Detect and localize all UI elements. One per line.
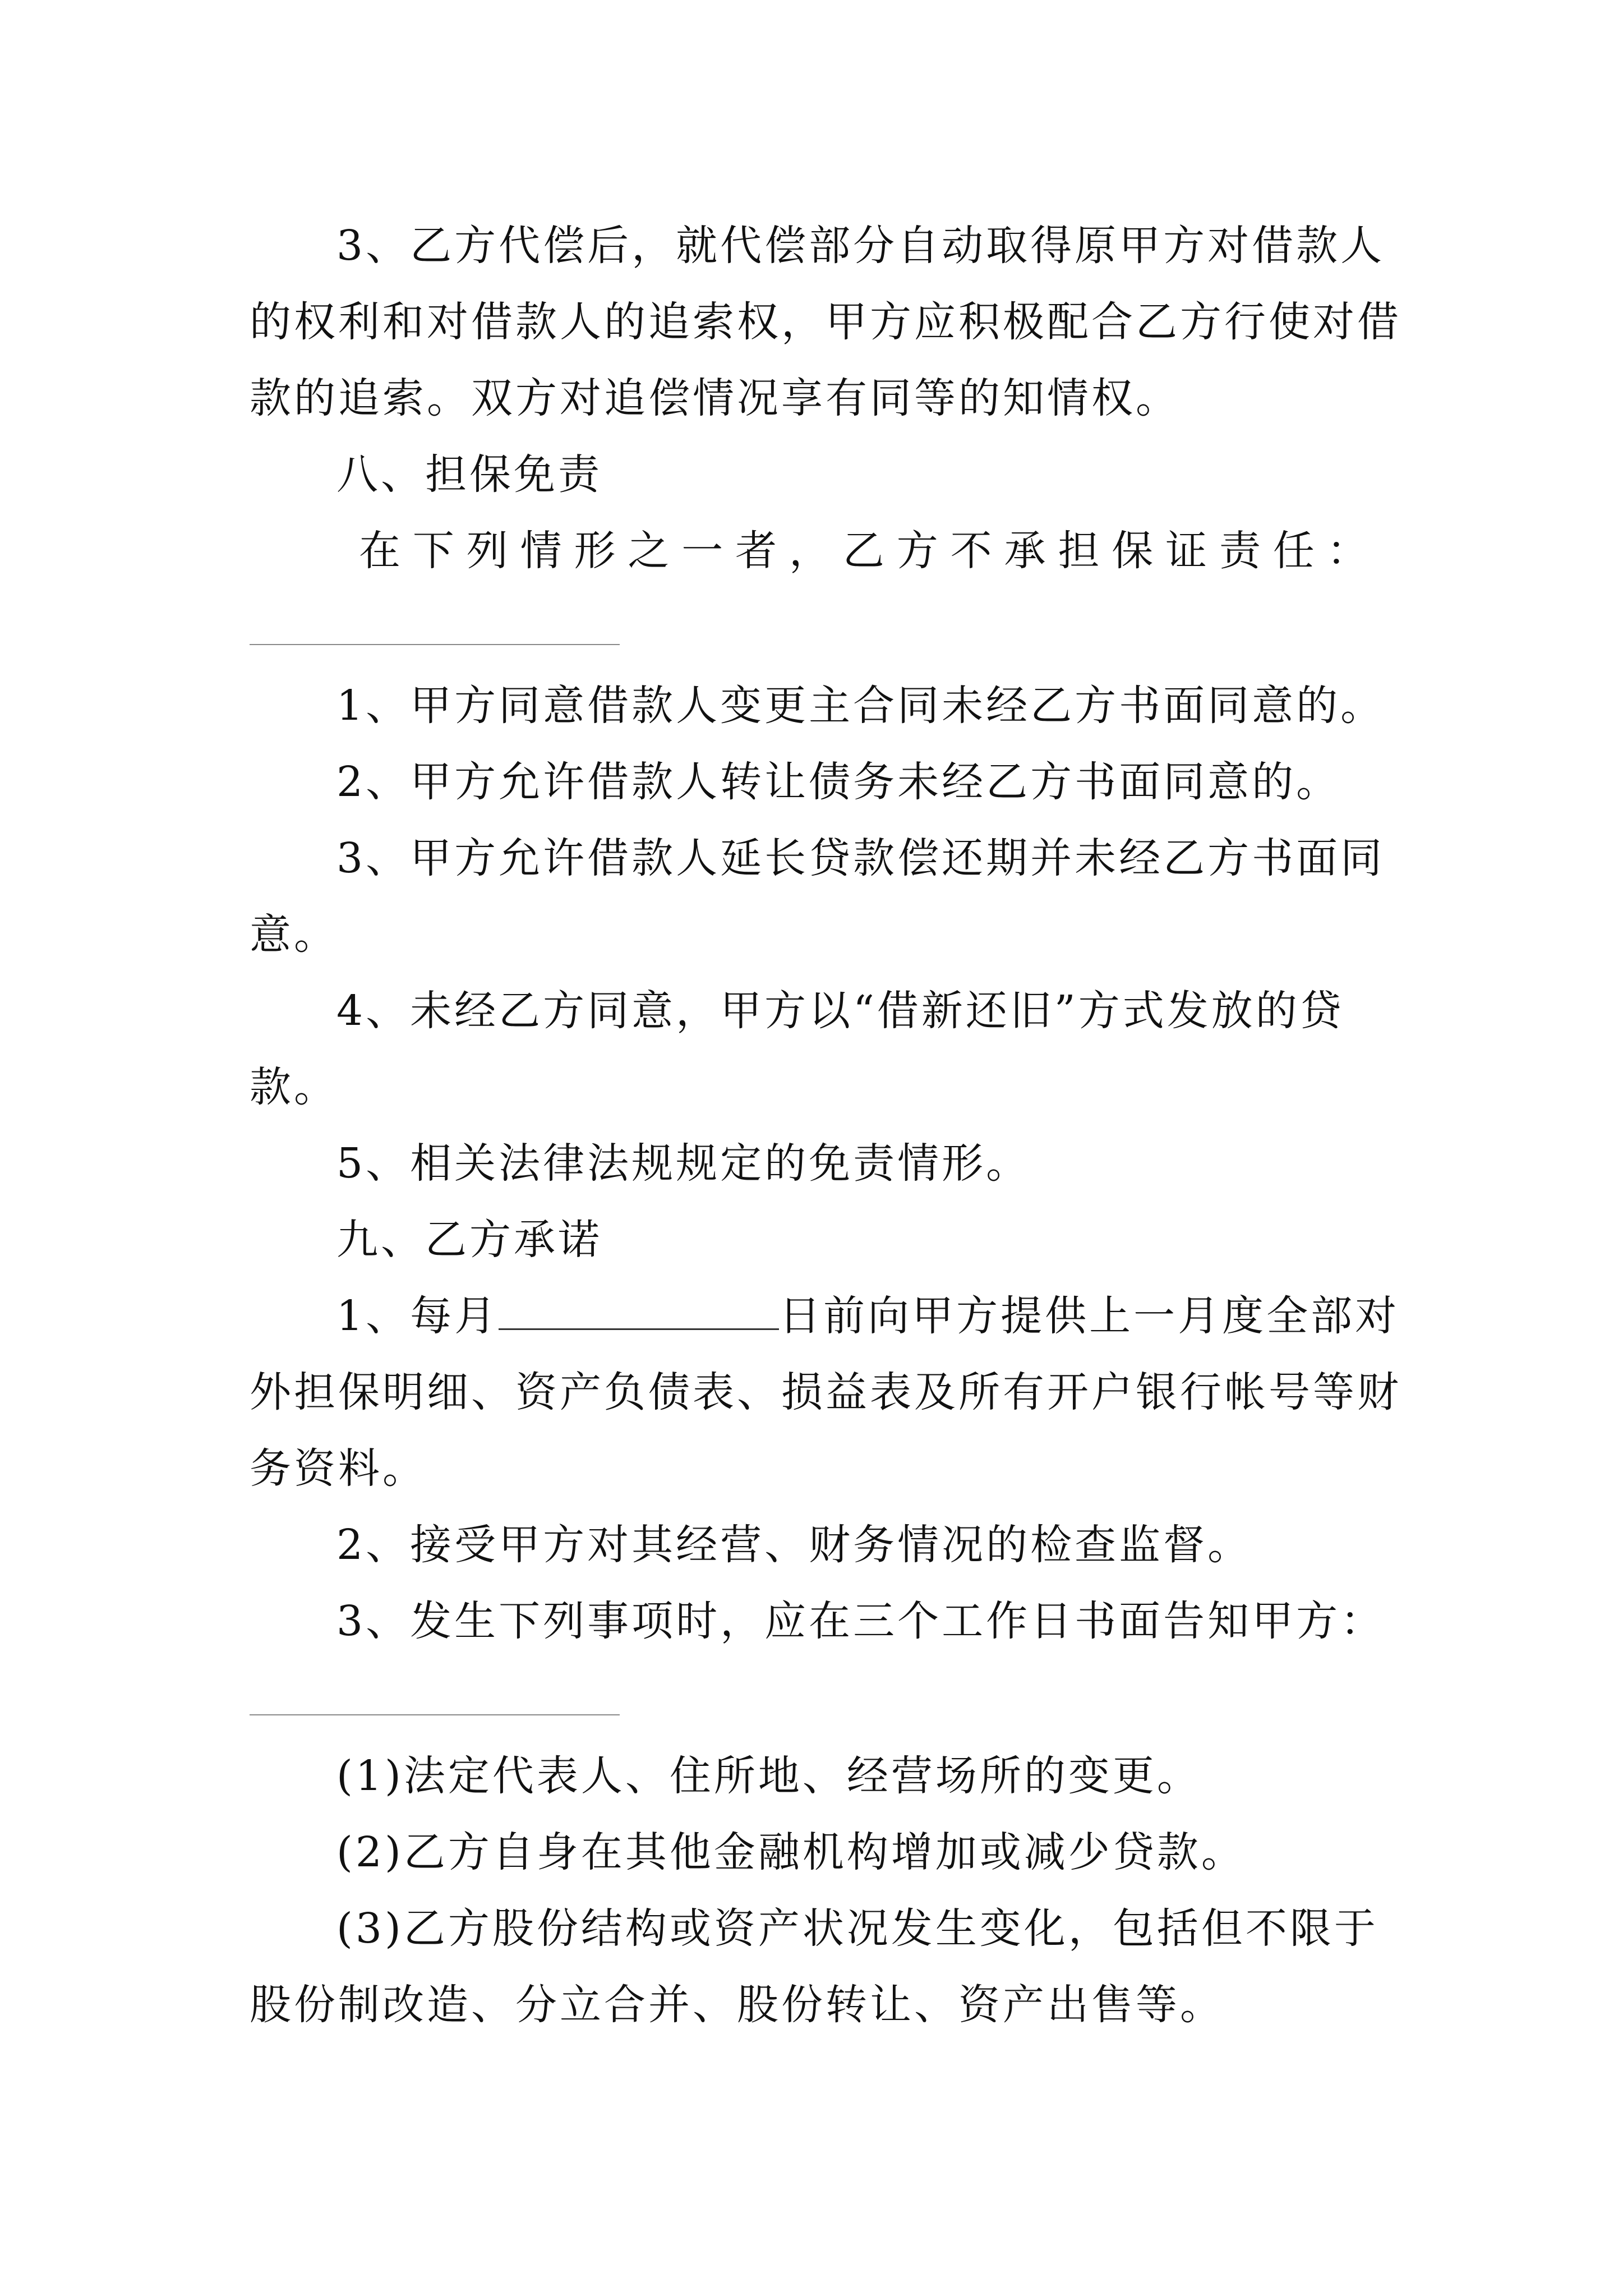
intro-char: 不 [950,527,992,575]
intro-char: 方 [896,527,938,575]
clause-8-4-line-2: 款。 [250,1063,338,1111]
intro-char: 一 [681,527,723,575]
intro-char: 担 [1058,527,1100,575]
intro-char: 者 [735,527,777,575]
intro-char: 保 [1112,527,1154,575]
page-break-separator-2 [250,1714,620,1715]
clause-8-3-line-1: 3、甲方允许借款人延长贷款偿还期并未经乙方书面同 [336,834,1385,882]
clause-9-2: 2、接受甲方对其经营、财务情况的检查监督。 [336,1521,1252,1569]
clause-8-5: 5、相关法律法规规定的免责情形。 [336,1139,1031,1188]
intro-char: 乙 [842,527,884,575]
clause-9-1-line-3: 务资料。 [250,1444,427,1493]
clause-8-4-line-1: 4、未经乙方同意，甲方以“借新还旧”方式发放的贷 [336,987,1344,1035]
intro-char: 在 [359,527,400,575]
clause-9-3-sub-1: (1)法定代表人、住所地、经营场所的变更。 [336,1752,1201,1800]
intro-char: 情 [520,527,562,575]
fill-in-blank-field[interactable] [499,1291,779,1330]
clause-9-1-line-2: 外担保明细、资产负债表、损益表及所有开户银行帐号等财 [250,1368,1401,1416]
section-8-intro [359,525,1368,577]
clause-9-3-sub-2: (2)乙方自身在其他金融机构增加或减少贷款。 [336,1828,1246,1876]
intro-char: 之 [628,527,670,575]
clause-9-3-sub-3-line-2: 股份制改造、分立合并、股份转让、资产出售等。 [250,1981,1224,2029]
intro-char: 形 [574,527,616,575]
clause-8-1: 1、甲方同意借款人变更主合同未经乙方书面同意的。 [336,682,1385,730]
section-8-heading: 八、担保免责 [336,450,602,499]
intro-char: 责 [1219,527,1261,575]
clause-9-3: 3、发生下列事项时，应在三个工作日书面告知甲方： [336,1597,1385,1645]
intro-char: ： [1326,527,1368,575]
clause-7-3-line-2: 的权利和对借款人的追索权，甲方应积极配合乙方行使对借 [250,298,1401,346]
clause-9-1-prefix: 1、每月 [336,1292,499,1340]
intro-char: 任 [1272,527,1315,575]
clause-9-1-line-1 [336,1290,1400,1342]
intro-char: ， [789,527,831,575]
intro-char: 下 [412,527,454,575]
page-break-separator [250,644,620,645]
clause-7-3-line-3: 款的追索。双方对追偿情况享有同等的知情权。 [250,374,1180,422]
clause-8-3-line-2: 意。 [250,910,338,959]
clause-7-3-line-1: 3、乙方代偿后，就代偿部分自动取得原甲方对借款人 [336,222,1385,270]
intro-char: 承 [1004,527,1046,575]
clause-9-3-sub-3-line-1: (3)乙方股份结构或资产状况发生变化，包括但不限于 [336,1904,1378,1953]
intro-char: 证 [1165,527,1207,575]
clause-8-2: 2、甲方允许借款人转让债务未经乙方书面同意的。 [336,758,1341,806]
section-9-heading: 九、乙方承诺 [336,1216,602,1264]
intro-char: 列 [466,527,508,575]
clause-9-1-suffix: 日前向甲方提供上一月度全部对 [779,1292,1400,1340]
